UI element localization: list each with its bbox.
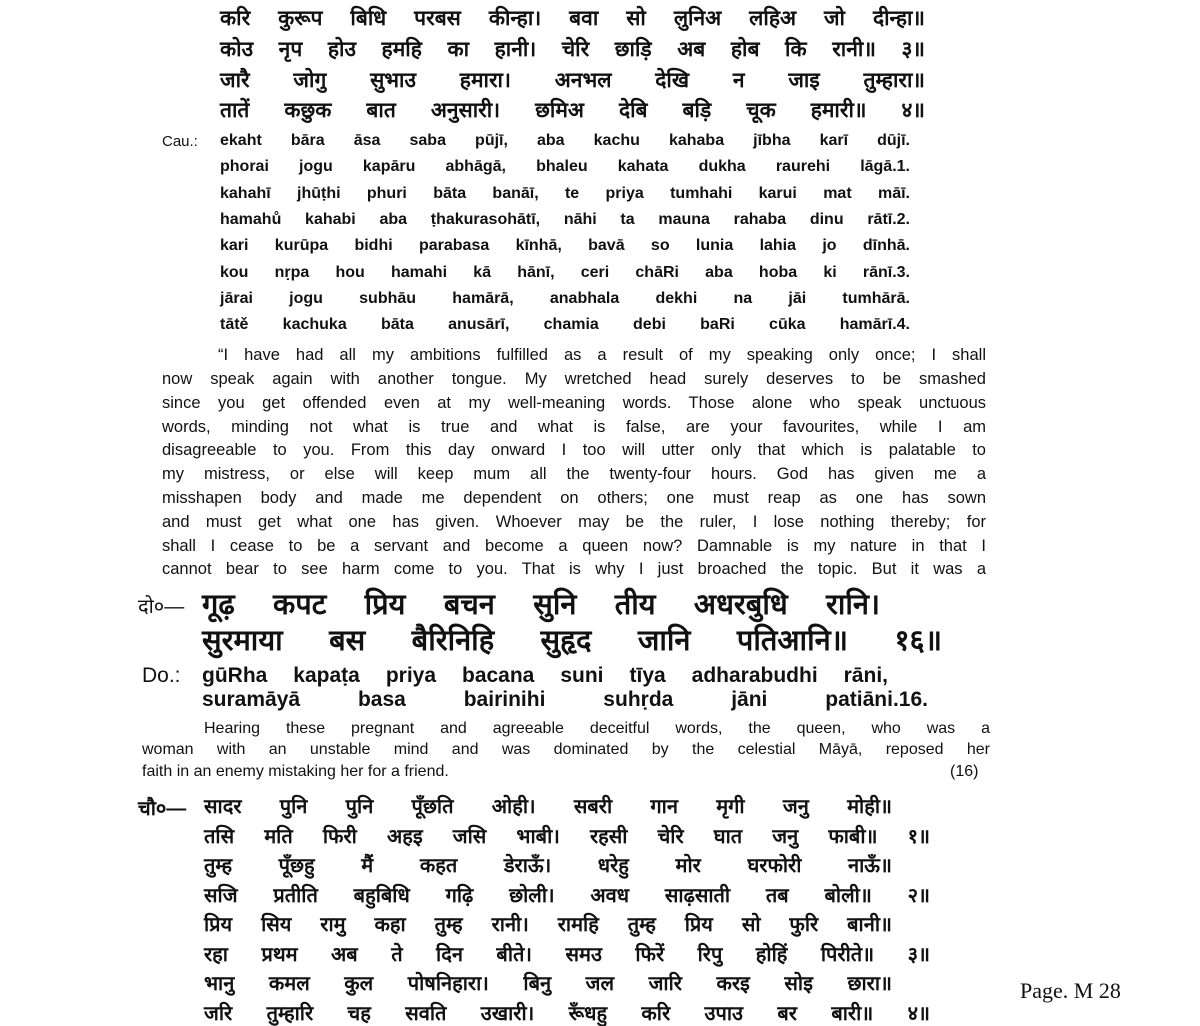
paragraph-line: words, minding not what is true and what is false, are your favourites, while I am — [162, 418, 986, 436]
doha-line: सुरमाया बस बैरिनिहि सुहृद जानि पतिआनि॥ १६॥ — [202, 625, 942, 657]
paragraph-line: misshapen body and made me dependent on others; one must reap as one has sown — [162, 489, 986, 507]
chau-line: रहा प्रथम अब ते दिन बीते। समउ फिरें रिपु होहिं पिरीते॥ ३॥ — [204, 944, 930, 966]
transliteration-line: ekaht bāra āsa saba pūjī, aba kachu kahaba jībha karī dūjī. — [220, 132, 910, 149]
paragraph-line: cannot bear to see harm come to you. That is why I just broached the topic. But it was a — [162, 560, 986, 578]
transliteration-line: jārai jogu subhāu hamārā, anabhala dekhi na jāi tumhārā. — [220, 290, 910, 307]
paragraph-line: and must get what one has given. Whoever may be the ruler, I lose nothing thereby; for — [162, 513, 986, 531]
do-label: Do.: — [142, 664, 181, 687]
paragraph-line: shall I cease to be a servant and become a queen now? Damnable is my nature in that I — [162, 537, 986, 555]
paragraph-line: “I have had all my ambitions fulfilled as a result of my speaking only once; I shall — [218, 346, 986, 364]
transliteration-line: kari kurūpa bidhi parabasa kīnhā, bavā so lunia lahia jo dīnhā. — [220, 237, 910, 254]
chau-line: भानु कमल कुल पोषनिहारा। बिनु जल जारि करइ सोइ छारा॥ — [204, 973, 892, 995]
chau-line: तुम्ह पूँछहु मैं कहत डेराऊँ। धरेहु मोर घरफोरी नाऊँ॥ — [204, 855, 892, 877]
chau-label: चौ०— — [138, 798, 187, 820]
chau-line: तसि मति फिरी अहइ जसि भाबी। रहसी चेरि घात जनु फाबी॥ १॥ — [204, 826, 930, 848]
transliteration-line: hamahů kahabi aba ṭhakurasohātī, nāhi ta mauna rahaba dinu rātī.2. — [220, 211, 910, 228]
page-number: Page. M 28 — [1020, 978, 1121, 1003]
doha-label: दो०— — [138, 596, 185, 618]
paragraph-line: disagreeable to you. From this day onward I too will utter only that which is palatable to — [162, 441, 986, 459]
doha-translation-line: Hearing these pregnant and agreeable deceitful words, the queen, who was a — [204, 720, 990, 737]
doha-number: (16) — [950, 763, 979, 780]
paragraph-line: now speak again with another tongue. My wretched head surely deserves to be smashed — [162, 370, 986, 388]
chau-line: प्रिय सिय रामु कहा तुम्ह रानी। रामहि तुम्ह प्रिय सो फुरि बानी॥ — [204, 914, 892, 936]
verse-line: तातें कछुक बात अनुसारी। छमिअ देबि बड़ि चूक हमारी॥ ४॥ — [220, 99, 925, 122]
transliteration-line: tātě kachuka bāta anusārī, chamia debi baRi cūka hamārī.4. — [220, 316, 910, 333]
doha-translation-line: faith in an enemy mistaking her for a friend. — [142, 763, 449, 780]
transliteration-line: kou nṛpa hou hamahi kā hānī, ceri chāRi aba hoba ki rānī.3. — [220, 264, 910, 281]
cau-label: Cau.: — [162, 133, 198, 150]
paragraph-line: since you get offended even at my well-meaning words. Those alone who speak unctuous — [162, 394, 986, 412]
doha-line: गूढ़ कपट प्रिय बचन सुनि तीय अधरबुधि रानि। — [202, 589, 880, 621]
chau-line: जरि तुम्हारि चह सवति उखारी। रूँधहु करि उपाउ बर बारी॥ ४॥ — [204, 1003, 930, 1025]
chau-line: सजि प्रतीति बहुबिधि गढ़ि छोली। अवध साढ़साती तब बोली॥ २॥ — [204, 885, 930, 907]
paragraph-line: my mistress, or else will keep mum all the twenty-four hours. God has given me a — [162, 465, 986, 483]
verse-line: कोउ नृप होउ हमहि का हानी। चेरि छाड़ि अब होब कि रानी॥ ३॥ — [220, 38, 925, 61]
do-transliteration-line: gūRha kapaṭa priya bacana suni tīya adharabudhi rāni, — [202, 664, 888, 687]
transliteration-line: kahahī jhūṭhi phuri bāta banāī, te priya tumhahi karui mat māī. — [220, 185, 910, 202]
verse-line: करि कुरूप बिधि परबस कीन्हा। बवा सो लुनिअ लहिअ जो दीन्हा॥ — [220, 7, 925, 30]
chau-line: सादर पुनि पुनि पूँछति ओही। सबरी गान मृगी जनु मोही॥ — [204, 796, 892, 818]
transliteration-line: phorai jogu kapāru abhāgā, bhaleu kahata dukha raurehi lāgā.1. — [220, 158, 910, 175]
do-transliteration-line: suramāyā basa bairinihi suhṛda jāni patiāni.16. — [202, 688, 928, 711]
doha-translation-line: woman with an unstable mind and was dominated by the celestial Māyā, reposed her — [142, 741, 990, 758]
verse-line: जारै जोगु सुभाउ हमारा। अनभल देखि न जाइ तुम्हारा॥ — [220, 69, 925, 92]
